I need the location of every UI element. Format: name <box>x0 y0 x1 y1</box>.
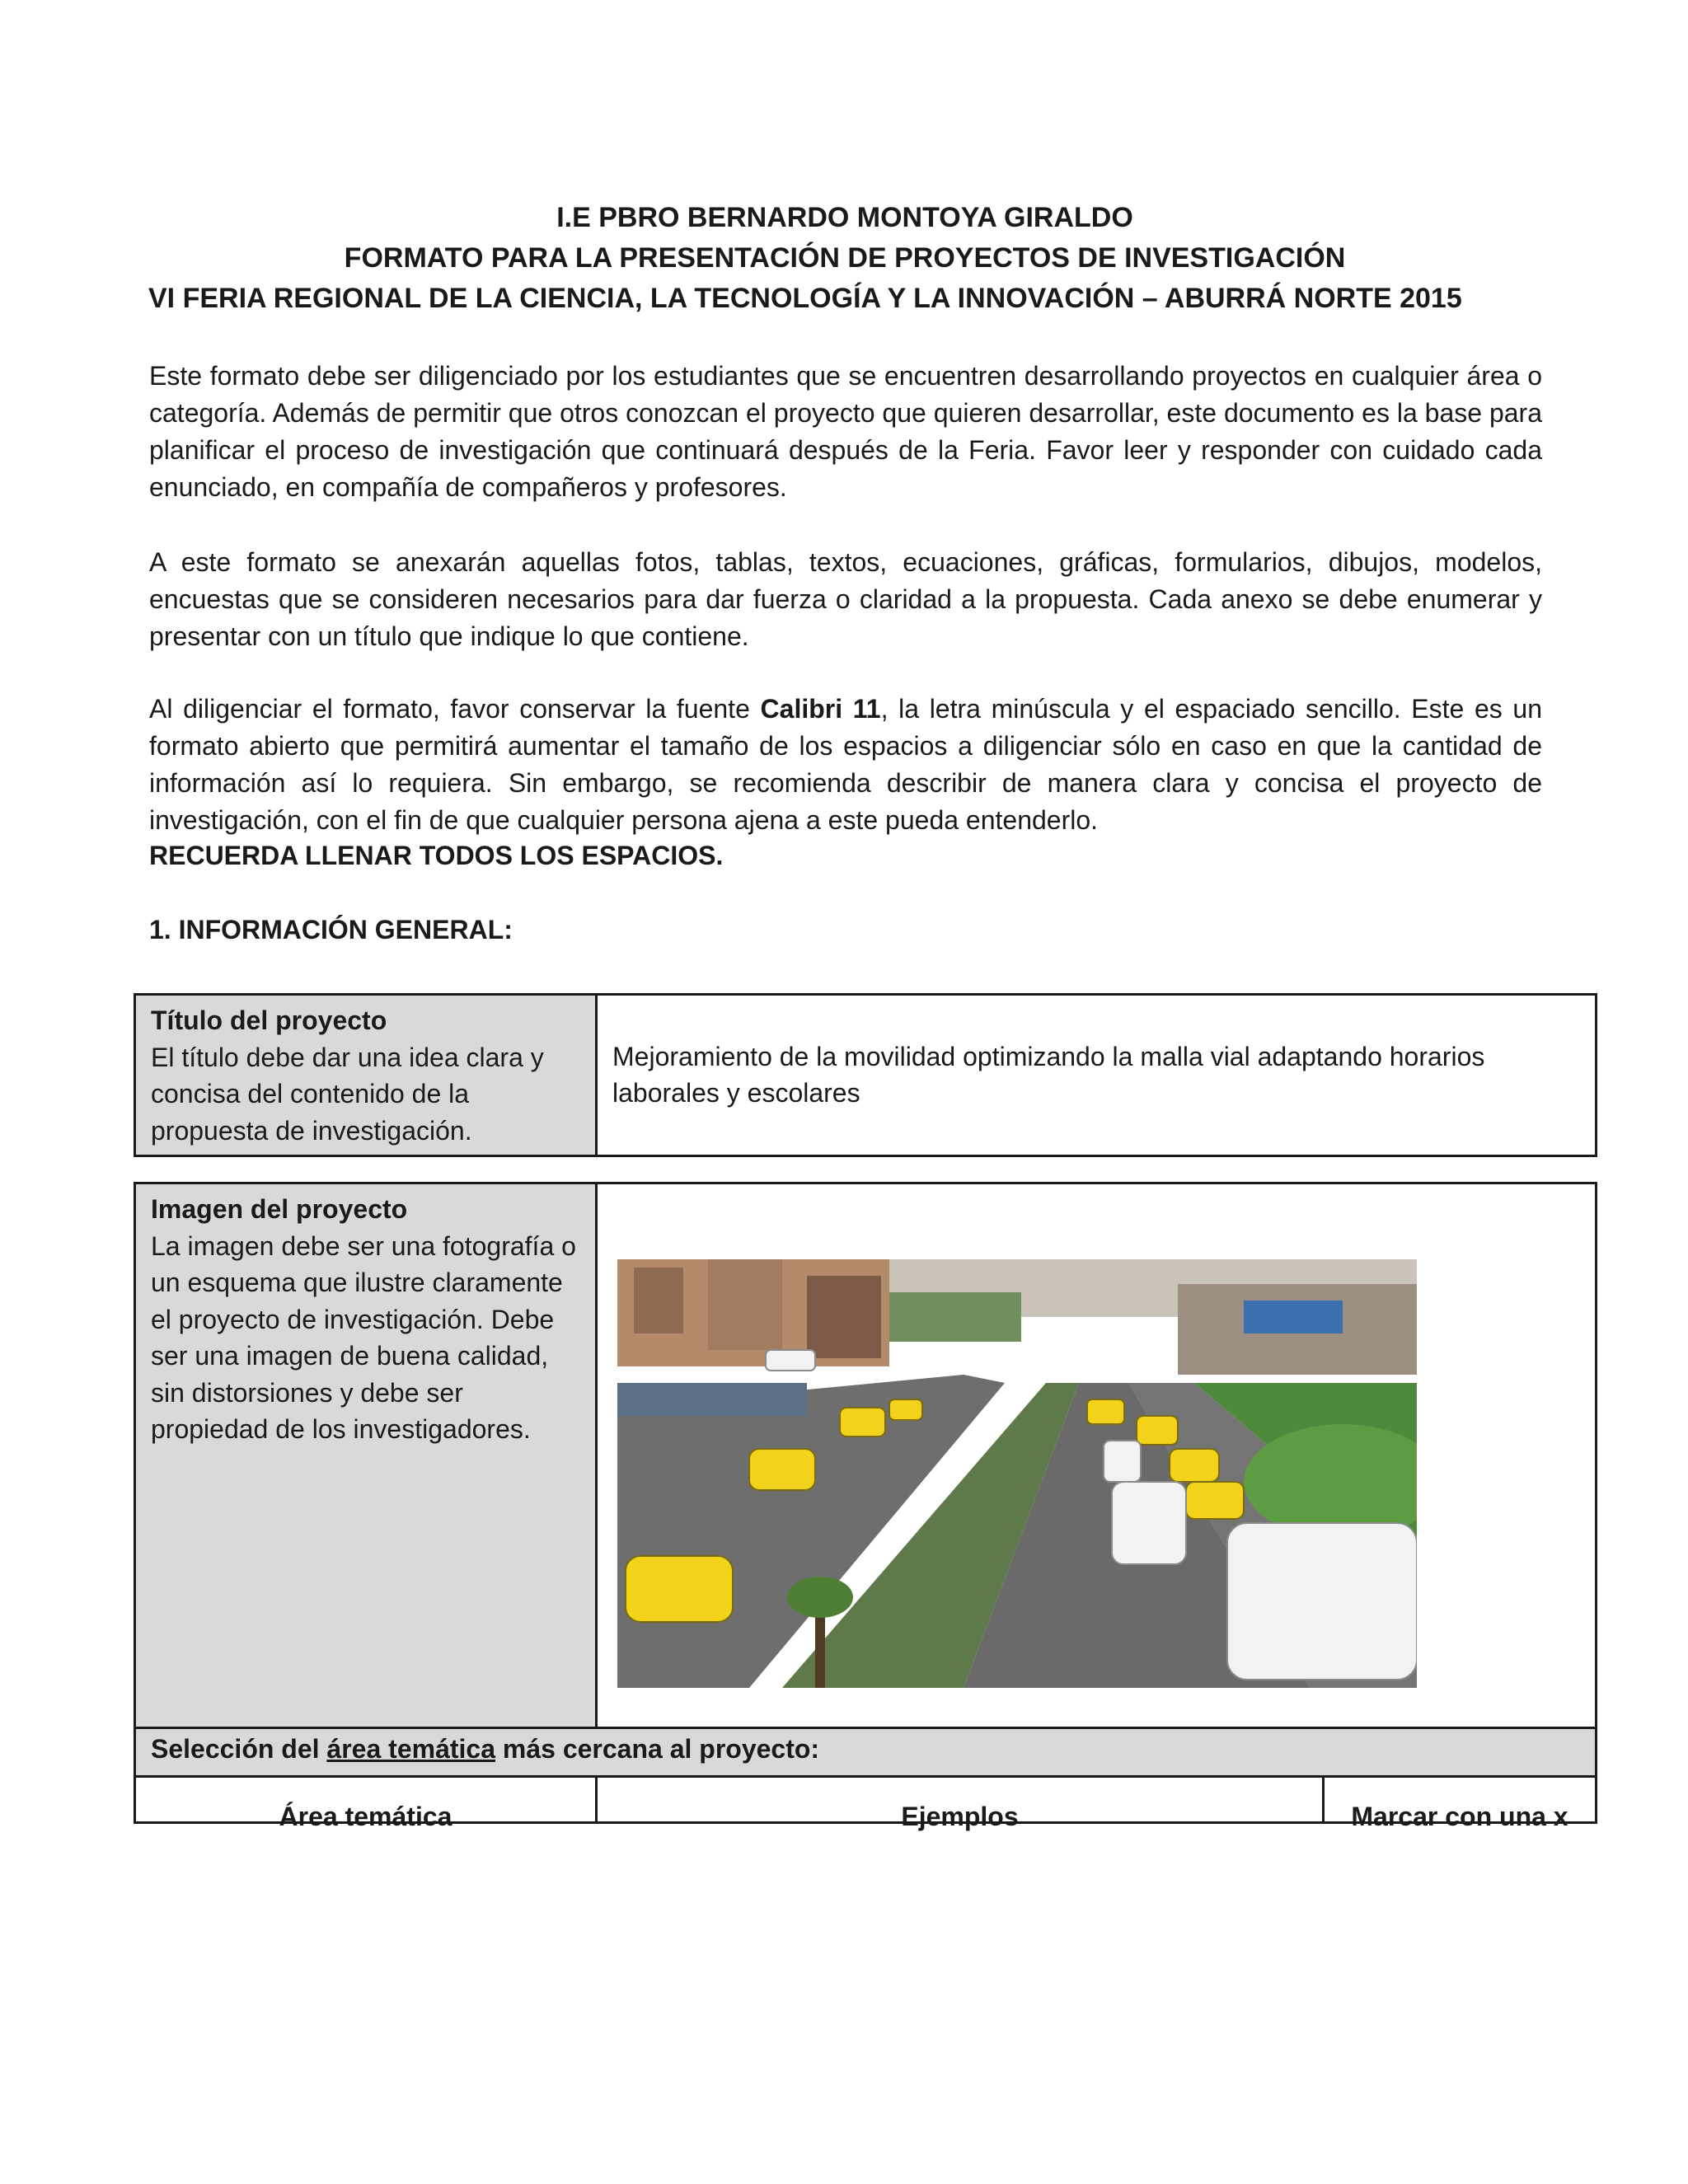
p3-text-start: Al diligenciar el formato, favor conservar la fuente <box>149 694 761 724</box>
fair-title: VI FERIA REGIONAL DE LA CIENCIA, LA TECNOLOGÍA Y LA INNOVACIÓN – ABURRÁ NORTE 2015 <box>148 283 1462 314</box>
column-header-examples: Ejemplos <box>598 1778 1325 1821</box>
traffic-street-photo <box>617 1259 1417 1688</box>
project-image-cell <box>598 1184 1595 1727</box>
project-image-label: Imagen del proyecto <box>151 1194 408 1224</box>
area-table-header-row <box>136 1775 1595 1831</box>
intro-paragraph-2: A este formato se anexarán aquellas fotos, tablas, textos, ecuaciones, gráficas, formularios, dibujos, modelos, encuestas que se consideren necesarios para dar fuerza o claridad a la propuesta. Cada anexo se debe enumerar y presentar con un título que indique lo que contiene. <box>149 547 1542 651</box>
p3-text-end: , la letra minúscula y el espaciado sencillo. Este es un formato abierto que permitirá aumentar el tamaño de los espacios a diligenciar sólo en caso en que la cantidad de información así lo requiera. Sin embargo, se recomienda describir de manera clara y concisa el proyecto de investigación, con el fin de que cualquier persona ajena a este pueda entenderlo. <box>149 694 1543 835</box>
selection-text-start: Selección del <box>151 1734 327 1764</box>
form-title: FORMATO PARA LA PRESENTACIÓN DE PROYECTOS DE INVESTIGACIÓN <box>344 242 1346 274</box>
project-title-value[interactable]: Mejoramiento de la movilidad optimizando la malla vial adaptando horarios laborales y escolares <box>612 1042 1485 1108</box>
thematic-area-selection <box>136 1727 1595 1775</box>
column-header-area: Área temática <box>136 1778 598 1821</box>
section-heading: 1. INFORMACIÓN GENERAL: <box>149 915 513 944</box>
column-header-mark: Marcar con una x <box>1351 1802 1568 1831</box>
project-title-table <box>134 993 1597 1157</box>
project-image-description: La imagen debe ser una fotografía o un esquema que ilustre claramente el proyecto de investigación. Debe ser una imagen de buena calidad, sin distorsiones y debe ser propiedad de los investigadores. <box>151 1230 576 1444</box>
project-title-label-cell <box>136 996 598 1155</box>
project-title-label: Título del proyecto <box>151 1005 387 1035</box>
intro-paragraph-1: Este formato debe ser diligenciado por los estudiantes que se encuentren desarrollando proyectos en cualquier área o categoría. Además de permitir que otros conozcan el proyecto que quieren desarrollar, este documento es la base para planificar el proceso de investigación que continuará después de la Feria. Favor leer y responder con cuidado cada enunciado, en compañía de compañeros y profesores. <box>149 361 1542 502</box>
fill-reminder: RECUERDA LLENAR TODOS LOS ESPACIOS. <box>149 841 724 870</box>
project-image-table <box>134 1182 1597 1831</box>
project-image-label-cell <box>136 1184 598 1727</box>
project-photo <box>617 1259 1417 1688</box>
institution-name: I.E PBRO BERNARDO MONTOYA GIRALDO <box>556 202 1133 233</box>
selection-text-end: más cercana al proyecto: <box>495 1734 820 1764</box>
thematic-area-link-text: área temática <box>326 1734 495 1764</box>
intro-paragraph-3 <box>149 691 1542 839</box>
font-name: Calibri 11 <box>760 694 881 724</box>
project-title-description: El título debe dar una idea clara y concisa del contenido de la propuesta de investigación. <box>151 1042 544 1146</box>
document-header <box>148 198 1541 319</box>
